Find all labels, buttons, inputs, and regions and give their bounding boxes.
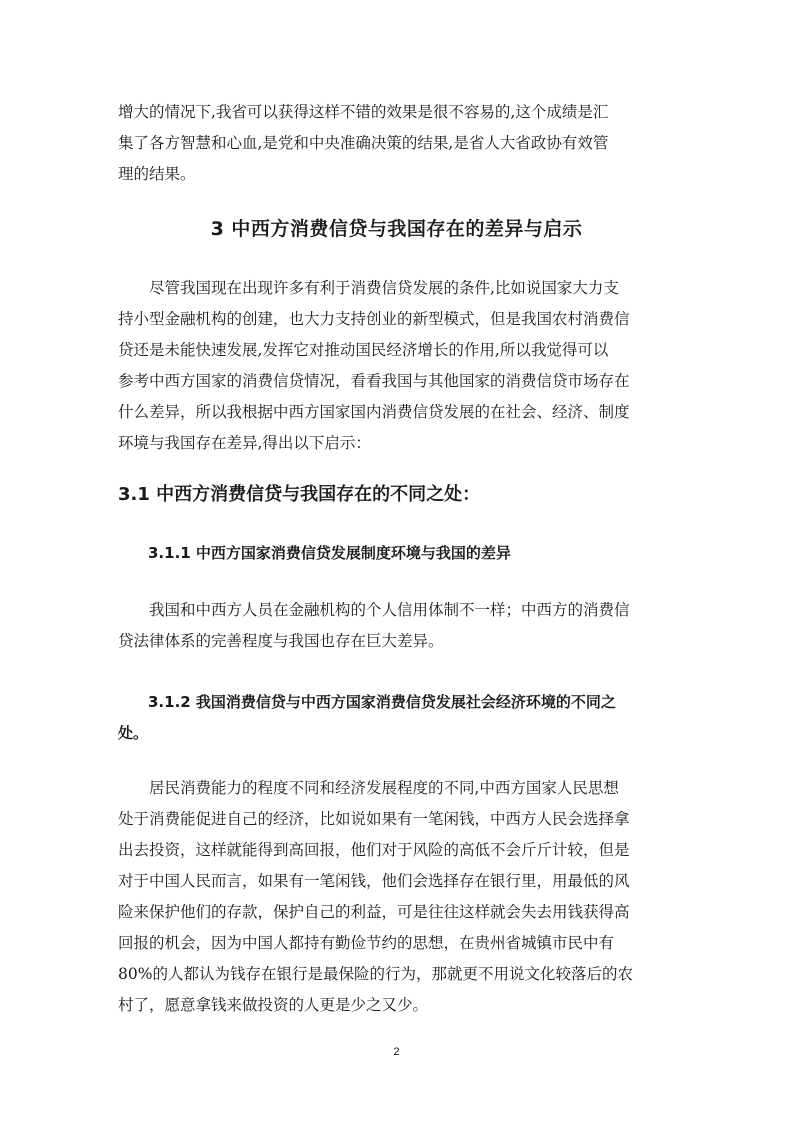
paragraph-line: 什么差异，所以我根据中西方国家国内消费信贷发展的在社会、经济、制度	[118, 403, 630, 421]
paragraph-line: 处于消费能促进自己的经济，比如说如果有一笔闲钱，中西方人民会选择拿	[118, 810, 630, 828]
paragraph-top	[118, 97, 678, 190]
paragraph-line: 环境与我国存在差异,得出以下启示：	[118, 434, 371, 452]
heading-line: 3.1.2 我国消费信贷与中西方国家消费信贷发展社会经济环境的不同之	[118, 693, 616, 711]
paragraph-line: 对于中国人民而言，如果有一笔闲钱，他们会选择存在银行里，用最低的风	[118, 872, 630, 890]
paragraph-line: 80%的人都认为钱存在银行是最保险的行为，那就更不用说文化较落后的农	[118, 965, 633, 983]
paragraph-3-1-2	[118, 773, 678, 1021]
paragraph-line: 增大的情况下,我省可以获得这样不错的效果是很不容易的,这个成绩是汇	[118, 103, 609, 121]
paragraph-line: 集了各方智慧和心血,是党和中央准确决策的结果,是省人大省政协有效管	[118, 134, 609, 152]
paragraph-line: 我国和中西方人员在金融机构的个人信用体制不一样；中西方的消费信	[118, 601, 630, 619]
paragraph-line: 理的结果。	[118, 165, 196, 183]
paragraph-line: 持小型金融机构的创建，也大力支持创业的新型模式，但是我国农村消费信	[118, 310, 630, 328]
paragraph-line: 参考中西方国家的消费信贷情况，看看我国与其他国家的消费信贷市场存在	[118, 372, 630, 390]
heading-line: 处。	[118, 724, 149, 742]
paragraph-line: 贷法律体系的完善程度与我国也存在巨大差异。	[118, 632, 444, 650]
page-number: 2	[393, 1046, 400, 1058]
paragraph-line: 回报的机会，因为中国人都持有勤俭节约的思想，在贵州省城镇市民中有	[118, 934, 615, 952]
paragraph-line: 尽管我国现在出现许多有利于消费信贷发展的条件,比如说国家大力支	[118, 279, 619, 297]
section-3-1-2-heading	[118, 687, 678, 749]
paragraph-3-1-1	[118, 595, 678, 657]
section-3-heading: 3 中西方消费信贷与我国存在的差异与启示	[210, 218, 583, 240]
paragraph-line: 出去投资，这样就能得到高回报，他们对于风险的高低不会斤斤计较，但是	[118, 841, 630, 859]
paragraph-line: 险来保护他们的存款，保护自己的利益，可是往往这样就会失去用钱获得高	[118, 903, 630, 921]
section-3-1-1-heading: 3.1.1 中西方国家消费信贷发展制度环境与我国的差异	[118, 544, 511, 562]
paragraph-line: 居民消费能力的程度不同和经济发展程度的不同,中西方国家人民思想	[118, 779, 619, 797]
paragraph-line: 贷还是未能快速发展,发挥它对推动国民经济增长的作用,所以我觉得可以	[118, 341, 609, 359]
paragraph-intro	[118, 273, 678, 459]
paragraph-line: 村了，愿意拿钱来做投资的人更是少之又少。	[118, 996, 429, 1014]
section-3-1-heading: 3.1 中西方消费信贷与我国存在的不同之处：	[118, 484, 481, 505]
